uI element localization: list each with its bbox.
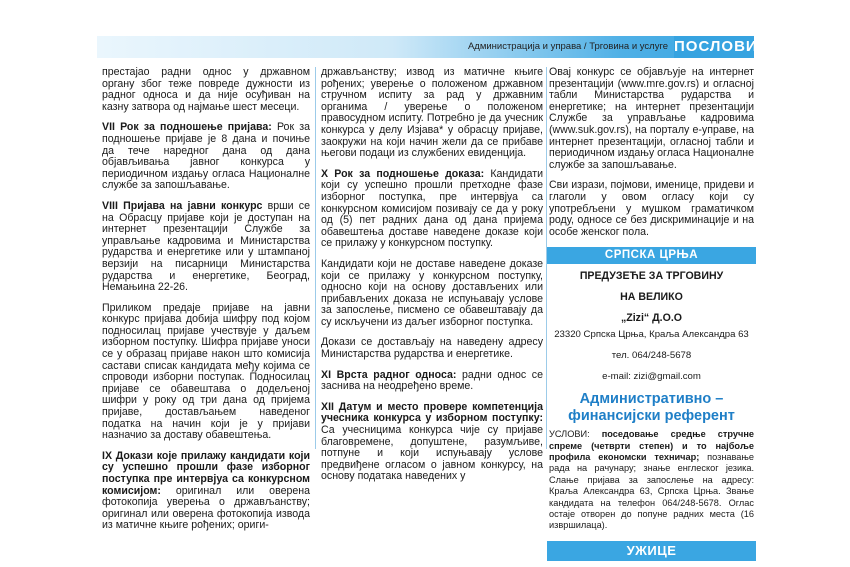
section-subtitle: Администрација и управа / Трговина и услуге <box>467 41 668 52</box>
city-band-srpska-crnja: СРПСКА ЦРЊА <box>547 247 756 264</box>
paragraph: престајао радни однос у државном органу због теже повреде дужности из радног односа и да није осуђиван на казну затвора од најмање шест месеци. <box>102 66 310 113</box>
paragraph: IX Докази које прилажу кандидати који су успешно прошли фазе изборног поступка пре интервјуа са конкурсном комисијом: оригинал или оверена фотокопија уверења о држављанству; оригинал или оверена фотокопија извода из матичне књиге рођених; ориги- <box>102 449 310 532</box>
paragraph: Кандидати који не доставе наведене доказе који се прилажу у конкурсном поступку, односно који на основу достављених или прибављених доказа не испуњавају услове за запослење, писмено се обавештавају да су искључени из даљег изборног поступка. <box>321 257 543 328</box>
paragraph: Докази се достављају на наведену адресу Министарства рударства и енергетике. <box>321 336 543 361</box>
paragraph: XI Врста радног односа: радни однос се заснива на неодређено време. <box>321 368 543 393</box>
company-address: 23320 Српска Црња, Краља Александра 63 <box>554 329 749 341</box>
company-phone: тел. 064/248-5678 <box>611 349 692 361</box>
column-1 <box>102 67 310 541</box>
job-ad <box>549 270 754 531</box>
company-name-line: НА ВЕЛИКО <box>620 291 683 304</box>
paragraph-heading: VII Рок за подношење пријава: <box>102 121 272 134</box>
paragraph-heading: XI Врста радног односа: <box>321 368 457 381</box>
paragraph: VII Рок за подношење пријава: Рок за подношење пријаве је 8 дана и почиње да тече наредног дана од дана објављивања јавног конкурса у периодичном издању огласа Националне службе за запошљавање. <box>102 121 310 192</box>
paragraph-heading: VIII Пријава на јавни конкурс <box>102 199 263 212</box>
paragraph: Овај конкурс се објављује на интернет презентацији (www.mre.gov.rs) и огласној табли Министарства рударства и енергетике; на интернет презентацији Службе за управљање кадровима (www.suk.gov.rs), на порталу е-управе, на интернет презентацији, огласној табли и периодичном издању огласа Националне службе за запошљавање. <box>549 66 754 171</box>
section-header <box>97 36 758 58</box>
newspaper-page <box>97 31 758 558</box>
paragraph: X Рок за подношење доказа: Кандидати који су успешно прошли претходне фазе изборног поступка, пре интервјуа са конкурсном комисијом позивају се да у року од (5) пет радних дана од дана пријема обавештења доставе наведене доказе који се прилажу у конкурсном поступку. <box>321 167 543 250</box>
company-name-line: „Zizi“ Д.О.О <box>620 312 683 325</box>
company-name-line: ПРЕДУЗЕЋЕ ЗА ТРГОВИНУ <box>579 270 724 283</box>
column-3 <box>549 67 754 567</box>
company-email: e-mail: zizi@gmail.com <box>602 370 701 382</box>
conditions-label: УСЛОВИ: <box>549 429 590 440</box>
paragraph: XII Датум и место провере компетенција учесника конкурса у изборном поступку: Са учесницима конкурса чије су пријаве благовремене, допуштене, разумљиве, потпуне и који испуњавају услове предвиђене огласом о јавном конкурсу, на основу података наведених у <box>321 400 543 483</box>
paragraph-heading: X Рок за подношење доказа: <box>321 167 485 180</box>
column-2 <box>321 67 543 492</box>
paragraph: Приликом предаје пријаве на јавни конкурс пријава добија шифру под којом подносилац пријаве учествује у даљем изборном поступку. Шифра пријаве уноси се у образац пријаве након што комисија састави списак кандидата међу којима се спроводи изборни поступак. Подносилац пријаве се обавештава о додељеној шифри у року од три дана од пријема пријаве, достављањем наведеног податка на начин који је у пријави назначио за доставу обавештења. <box>102 301 310 442</box>
section-title: ПОСЛОВИ <box>674 36 754 58</box>
paragraph: VIII Пријава на јавни конкурс врши се на Обрасцу пријаве који је доступан на интернет презентацији Службе за управљање кадровима и Министарства рударства и енергетике или у штампаној верзији на писарници Министарства рударства и енергетике, Београд, Немањина 22-26. <box>102 199 310 294</box>
paragraph: држављанству; извод из матичне књиге рођених; уверење о положеном државном стручном испиту за рад у државним органима / уверење о положеном правосудном испиту. Потребно је да учесник конкурса у делу Изјава* у обрасцу пријаве, заокружи на који начин жели да се прибаве његови подаци из службених евиденција. <box>321 66 543 160</box>
paragraph-heading: IX Докази које прилажу кандидати који су успешно прошли фазе изборног поступка пре интервјуа са конкурсном комисијом: <box>102 449 310 497</box>
job-position-title: Административно – финансијски референт <box>568 391 735 425</box>
paragraph: Сви изрази, појмови, именице, придеви и глаголи у овом огласу који су употребљени у мушком граматичком роду, односе се без дискриминације и на особе женског пола. <box>549 179 754 238</box>
paragraph-heading: XII Датум и место провере компетенција учесника конкурса у изборном поступку: <box>321 400 543 425</box>
job-conditions: УСЛОВИ: поседовање средње стручне спреме (четврти степен) и то најбоље профила економски техничар; познавање рада на рачунару; знање енглеског језика. Слање пријава за запослење на адресу: Краља Александра 63, Српска Црња. Звање кандидата на телефон 064/248-5678. Оглас остаје отворен до попуне радних места (16 извршилаца). <box>549 429 754 531</box>
city-band-uzice: УЖИЦЕ <box>547 541 756 561</box>
column-divider <box>315 67 316 449</box>
